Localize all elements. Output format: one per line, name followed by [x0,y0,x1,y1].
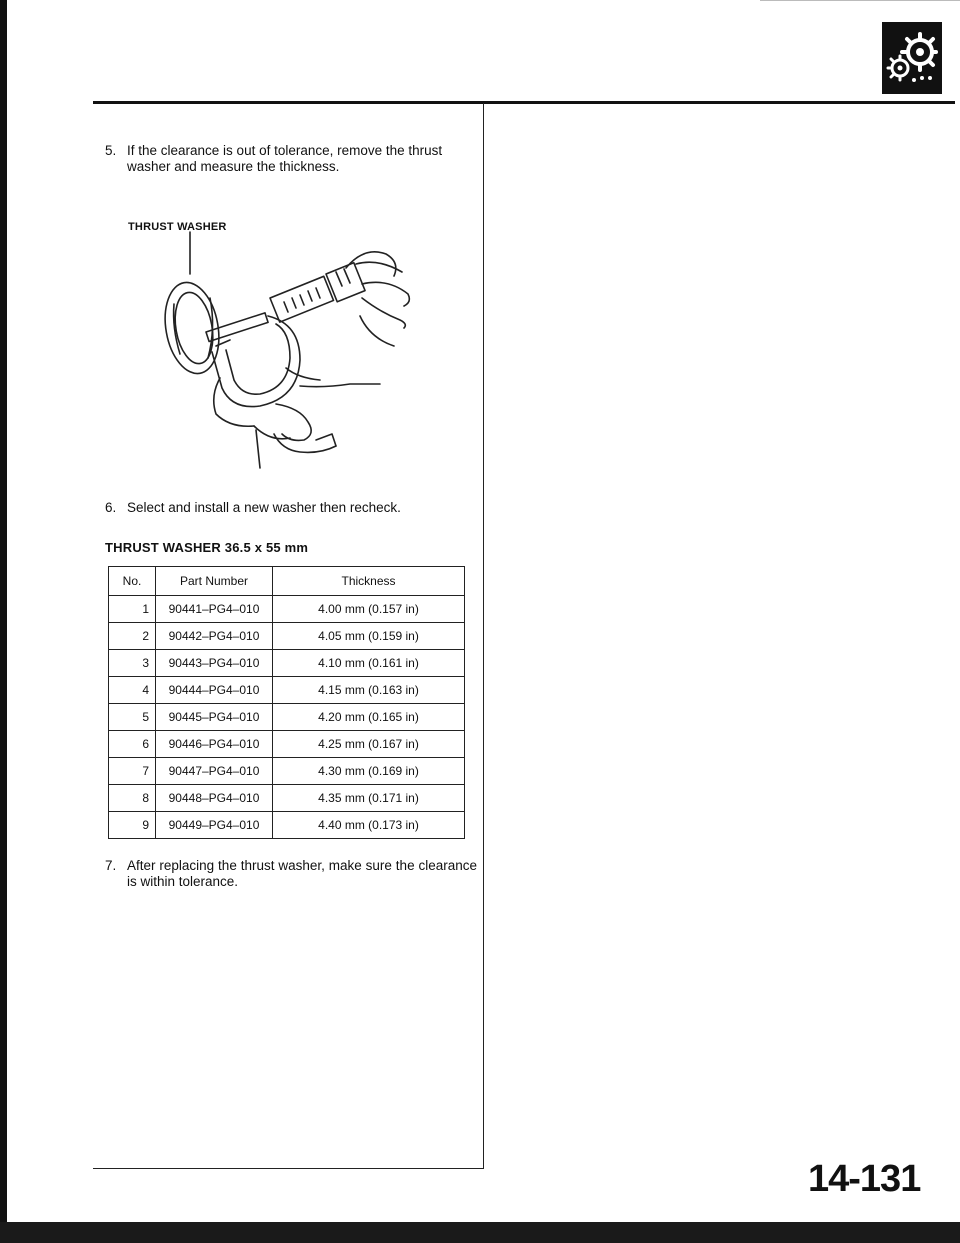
step-text: After replacing the thrust washer, make sure the clearance is within tolerance. [127,858,477,889]
part-number: 90449–PG4–010 [156,812,273,839]
table-row [109,677,465,704]
table-row [109,650,465,677]
page-edge-bar [0,0,7,1243]
row-number: 6 [109,731,156,758]
part-number: 90447–PG4–010 [156,758,273,785]
step-number: 6. [105,500,117,515]
row-number: 1 [109,596,156,623]
step-5 [105,143,477,175]
table-row [109,704,465,731]
page-number: 14-131 [808,1158,921,1200]
thickness: 4.15 mm (0.163 in) [273,677,465,704]
thrust-washer-table [108,566,465,839]
step-number: 7. [105,858,117,873]
row-number: 3 [109,650,156,677]
step-text: Select and install a new washer then recheck. [127,500,401,515]
part-number: 90445–PG4–010 [156,704,273,731]
micrometer-illustration [150,228,430,470]
step-7 [105,858,477,890]
part-number: 90444–PG4–010 [156,677,273,704]
table-row [109,785,465,812]
table-row [109,758,465,785]
table-row [109,623,465,650]
row-number: 4 [109,677,156,704]
thickness: 4.05 mm (0.159 in) [273,623,465,650]
thickness: 4.20 mm (0.165 in) [273,704,465,731]
row-number: 5 [109,704,156,731]
step-number: 5. [105,143,117,158]
table-row [109,812,465,839]
thickness: 4.40 mm (0.173 in) [273,812,465,839]
figure-caption: THRUST WASHER [128,221,227,233]
thickness: 4.10 mm (0.161 in) [273,650,465,677]
part-number: 90446–PG4–010 [156,731,273,758]
table-header-row [109,567,465,596]
thickness: 4.35 mm (0.171 in) [273,785,465,812]
table-title: THRUST WASHER 36.5 x 55 mm [105,540,309,555]
page-bottom-bar [0,1222,960,1243]
top-hairline [760,0,960,1]
transmission-gear-icon [882,22,942,94]
row-number: 7 [109,758,156,785]
step-text: If the clearance is out of tolerance, remove the thrust washer and measure the thickness. [127,143,443,174]
step-6 [105,500,477,516]
column-header-no: No. [109,567,156,596]
part-number: 90448–PG4–010 [156,785,273,812]
table-row [109,596,465,623]
table-row [109,731,465,758]
part-number: 90441–PG4–010 [156,596,273,623]
row-number: 9 [109,812,156,839]
part-number: 90443–PG4–010 [156,650,273,677]
column-header-thickness: Thickness [273,567,465,596]
thickness: 4.00 mm (0.157 in) [273,596,465,623]
row-number: 2 [109,623,156,650]
part-number: 90442–PG4–010 [156,623,273,650]
thickness: 4.30 mm (0.169 in) [273,758,465,785]
row-number: 8 [109,785,156,812]
column-header-part-number: Part Number [156,567,273,596]
thickness: 4.25 mm (0.167 in) [273,731,465,758]
